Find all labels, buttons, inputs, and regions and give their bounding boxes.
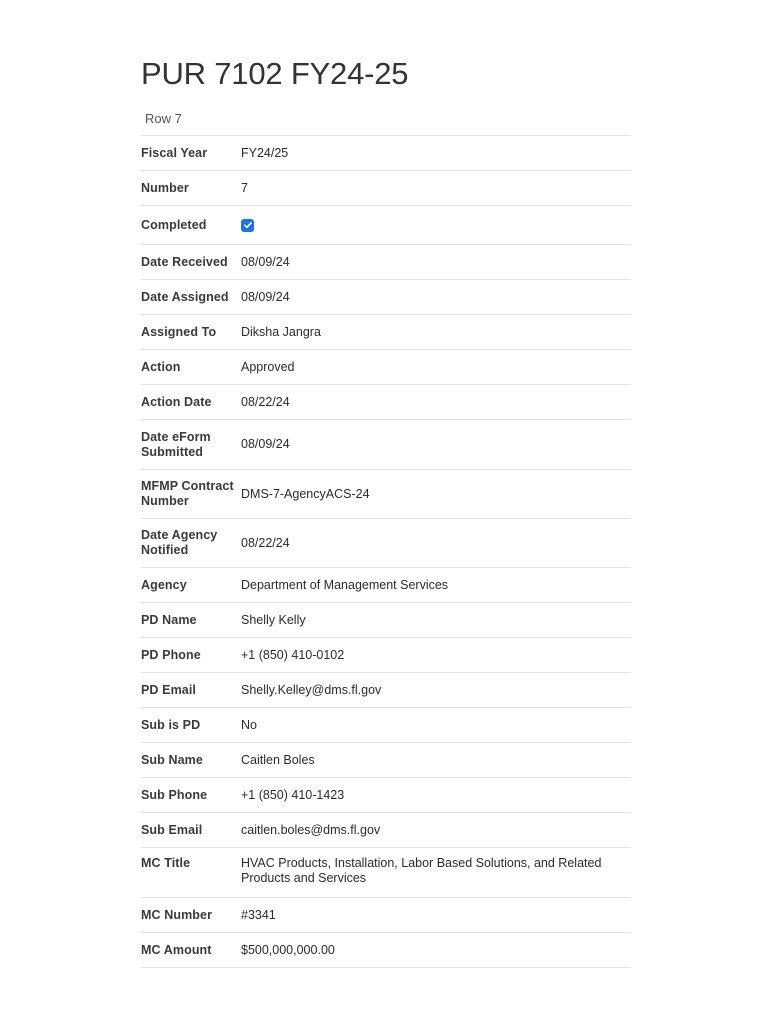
field-label: MC Number (141, 907, 213, 922)
checkmark-icon (243, 220, 253, 230)
field-row-sub-name (141, 743, 631, 778)
field-row-fiscal-year (141, 136, 631, 171)
field-label: Number (141, 180, 189, 195)
field-label: Date eForm Submitted (141, 429, 211, 459)
page-title: PUR 7102 FY24-25 (141, 56, 409, 91)
row-subtitle: Row 7 (145, 111, 182, 126)
field-label: Sub Name (141, 752, 203, 767)
field-label: PD Phone (141, 647, 201, 662)
field-row-completed (141, 206, 631, 245)
field-value: Department of Management Services (241, 577, 449, 592)
field-row-agency (141, 568, 631, 603)
field-value: +1 (850) 410-0102 (241, 647, 345, 662)
field-value: 7 (241, 180, 248, 195)
field-row-action (141, 350, 631, 385)
field-value: +1 (850) 410-1423 (241, 787, 345, 802)
field-row-assigned-to (141, 315, 631, 350)
field-row-pd-email (141, 673, 631, 708)
field-row-date-assigned (141, 280, 631, 315)
field-label: Assigned To (141, 324, 217, 339)
field-label: PD Email (141, 682, 196, 697)
field-value: Caitlen Boles (241, 752, 315, 767)
field-value: HVAC Products, Installation, Labor Based Solutions, and Related Products and Services (241, 856, 602, 885)
field-label: Sub Phone (141, 787, 208, 802)
field-value: 08/22/24 (241, 535, 290, 550)
field-row-date-eform-submitted (141, 420, 631, 470)
field-value: Shelly Kelly (241, 612, 306, 627)
field-label: Date Assigned (141, 289, 229, 304)
field-label: Completed (141, 217, 207, 232)
field-value (241, 218, 631, 233)
field-value: 08/09/24 (241, 289, 290, 304)
field-row-number (141, 171, 631, 206)
field-row-mc-title (141, 848, 631, 898)
field-value: #3341 (241, 907, 276, 922)
field-value: FY24/25 (241, 145, 289, 160)
field-label: Date Received (141, 254, 228, 269)
field-value: 08/09/24 (241, 437, 290, 451)
field-row-date-received (141, 245, 631, 280)
field-label: Agency (141, 577, 187, 592)
field-row-pd-name (141, 603, 631, 638)
completed-checkbox[interactable] (241, 219, 254, 232)
field-value: No (241, 717, 257, 732)
field-row-sub-phone (141, 778, 631, 813)
field-label: Action (141, 359, 181, 374)
field-label: PD Name (141, 612, 197, 627)
field-label: MC Title (141, 856, 191, 870)
field-row-mc-number (141, 898, 631, 933)
field-row-sub-is-pd (141, 708, 631, 743)
field-row-pd-phone (141, 638, 631, 673)
field-row-action-date (141, 385, 631, 420)
field-value: 08/09/24 (241, 254, 290, 269)
field-row-mfmp-contract-number (141, 470, 631, 519)
field-label: Sub Email (141, 822, 203, 837)
field-value: Approved (241, 359, 295, 374)
field-label: Sub is PD (141, 717, 201, 732)
field-row-mc-amount (141, 933, 631, 968)
field-value: $500,000,000.00 (241, 942, 335, 957)
field-label: Date Agency Notified (141, 528, 218, 557)
field-value: Diksha Jangra (241, 324, 321, 339)
field-row-date-agency-notified (141, 519, 631, 568)
field-value: Shelly.Kelley@dms.fl.gov (241, 682, 382, 697)
field-value: DMS-7-AgencyACS-24 (241, 486, 370, 501)
field-label: Fiscal Year (141, 145, 208, 160)
field-label: MFMP Contract Number (141, 479, 234, 508)
field-value: caitlen.boles@dms.fl.gov (241, 822, 381, 837)
field-value: 08/22/24 (241, 394, 290, 409)
field-row-sub-email (141, 813, 631, 848)
field-label: Action Date (141, 394, 212, 409)
fields-table (141, 135, 631, 968)
field-label: MC Amount (141, 942, 212, 957)
